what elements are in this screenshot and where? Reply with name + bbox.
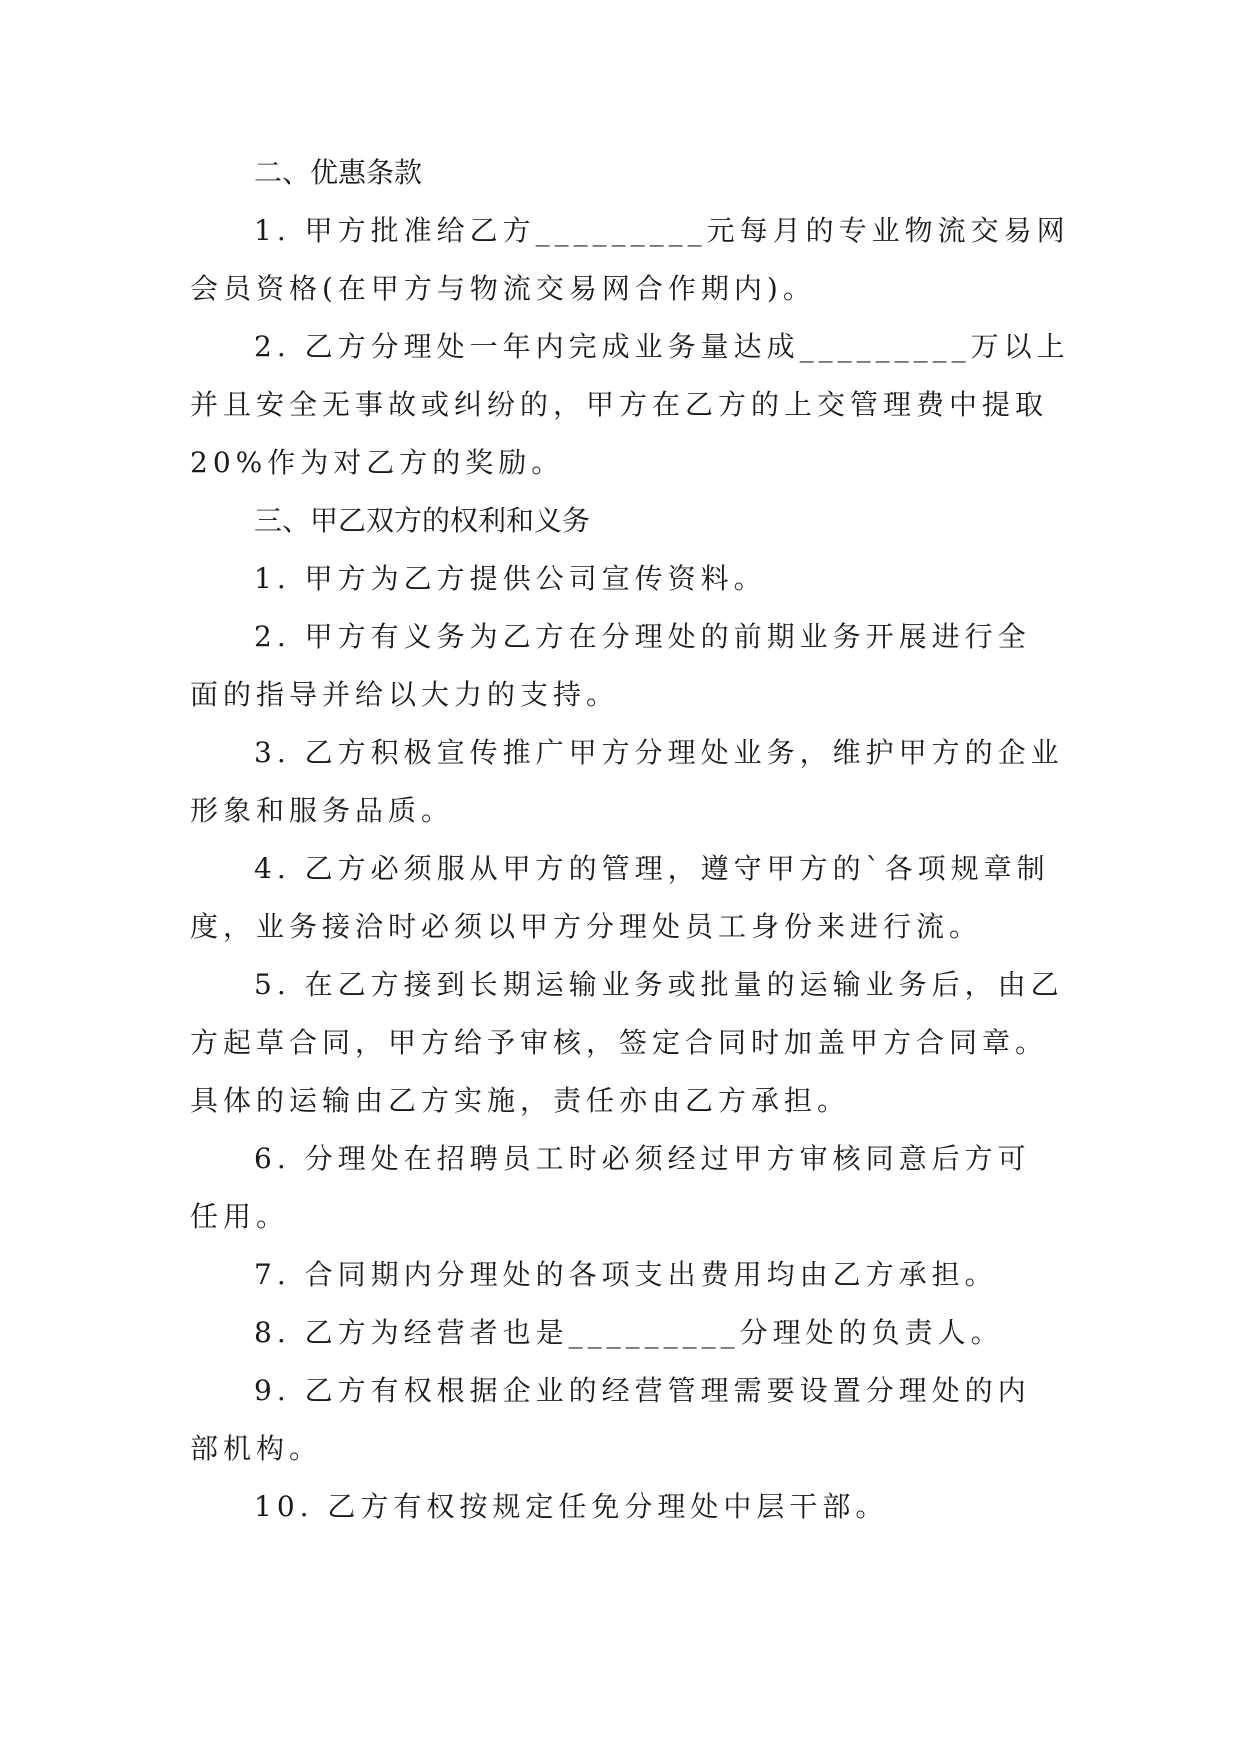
clause-line: 方起草合同，甲方给予审核，签定合同时加盖甲方合同章。 [190, 1026, 1049, 1059]
clause-line: 6. 分理处在招聘员工时必须经过甲方审核同意后方可 [254, 1142, 1031, 1175]
clause-line: 9. 乙方有权根据企业的经营管理需要设置分理处的内 [254, 1374, 1031, 1407]
section-title: 三、甲乙双方的权利和义务 [254, 504, 591, 537]
clause-3-10 [190, 1489, 1050, 1547]
clause-3-4 [190, 851, 1050, 967]
clause-line: 5. 在乙方接到长期运输业务或批量的运输业务后，由乙 [254, 968, 1064, 1001]
clause-line: 任用。 [190, 1200, 290, 1233]
clause-line: 2. 甲方有义务为乙方在分理处的前期业务开展进行全 [254, 620, 1031, 653]
clause-line: 20%作为对乙方的奖励。 [190, 446, 565, 479]
clause-2-1 [190, 213, 1070, 329]
clause-3-6 [190, 1141, 1050, 1257]
clause-3-8 [190, 1315, 1050, 1373]
clause-line: 1. 甲方为乙方提供公司宣传资料。 [254, 562, 767, 595]
clause-line: 并且安全无事故或纠纷的，甲方在乙方的上交管理费中提取 [190, 388, 1049, 421]
clause-3-2 [190, 619, 1050, 735]
clause-line: 面的指导并给以大力的支持。 [190, 678, 620, 711]
clause-line: 3. 乙方积极宣传推广甲方分理处业务，维护甲方的企业 [254, 736, 1064, 769]
clause-line: 具体的运输由乙方实施，责任亦由乙方承担。 [190, 1084, 851, 1117]
clause-line: 7. 合同期内分理处的各项支出费用均由乙方承担。 [254, 1258, 998, 1291]
clause-line: 10. 乙方有权按规定任免分理处中层干部。 [254, 1490, 889, 1523]
section-3-heading [190, 503, 1050, 561]
clause-line: 度，业务接洽时必须以甲方分理处员工身份来进行流。 [190, 910, 983, 943]
document-page [190, 155, 1070, 1547]
clause-3-3 [190, 735, 1064, 851]
clause-2-2 [190, 329, 1070, 503]
clause-line: 形象和服务品质。 [190, 794, 455, 827]
clause-line: 1. 甲方批准给乙方_________元每月的专业物流交易网 [254, 214, 1070, 247]
clause-3-9 [190, 1373, 1050, 1489]
clause-line: 会员资格(在甲方与物流交易网合作期内)。 [190, 272, 816, 305]
section-title: 二、优惠条款 [254, 156, 423, 189]
clause-3-7 [190, 1257, 1050, 1315]
clause-3-1 [190, 561, 1050, 619]
clause-line: 8. 乙方为经营者也是_________分理处的负责人。 [254, 1316, 1004, 1349]
clause-line: 2. 乙方分理处一年内完成业务量达成_________万以上 [254, 330, 1070, 363]
clause-line: 部机构。 [190, 1432, 323, 1465]
section-2-heading [190, 155, 1050, 213]
clause-3-5 [190, 967, 1064, 1141]
clause-line: 4. 乙方必须服从甲方的管理，遵守甲方的`各项规章制 [254, 852, 1050, 885]
